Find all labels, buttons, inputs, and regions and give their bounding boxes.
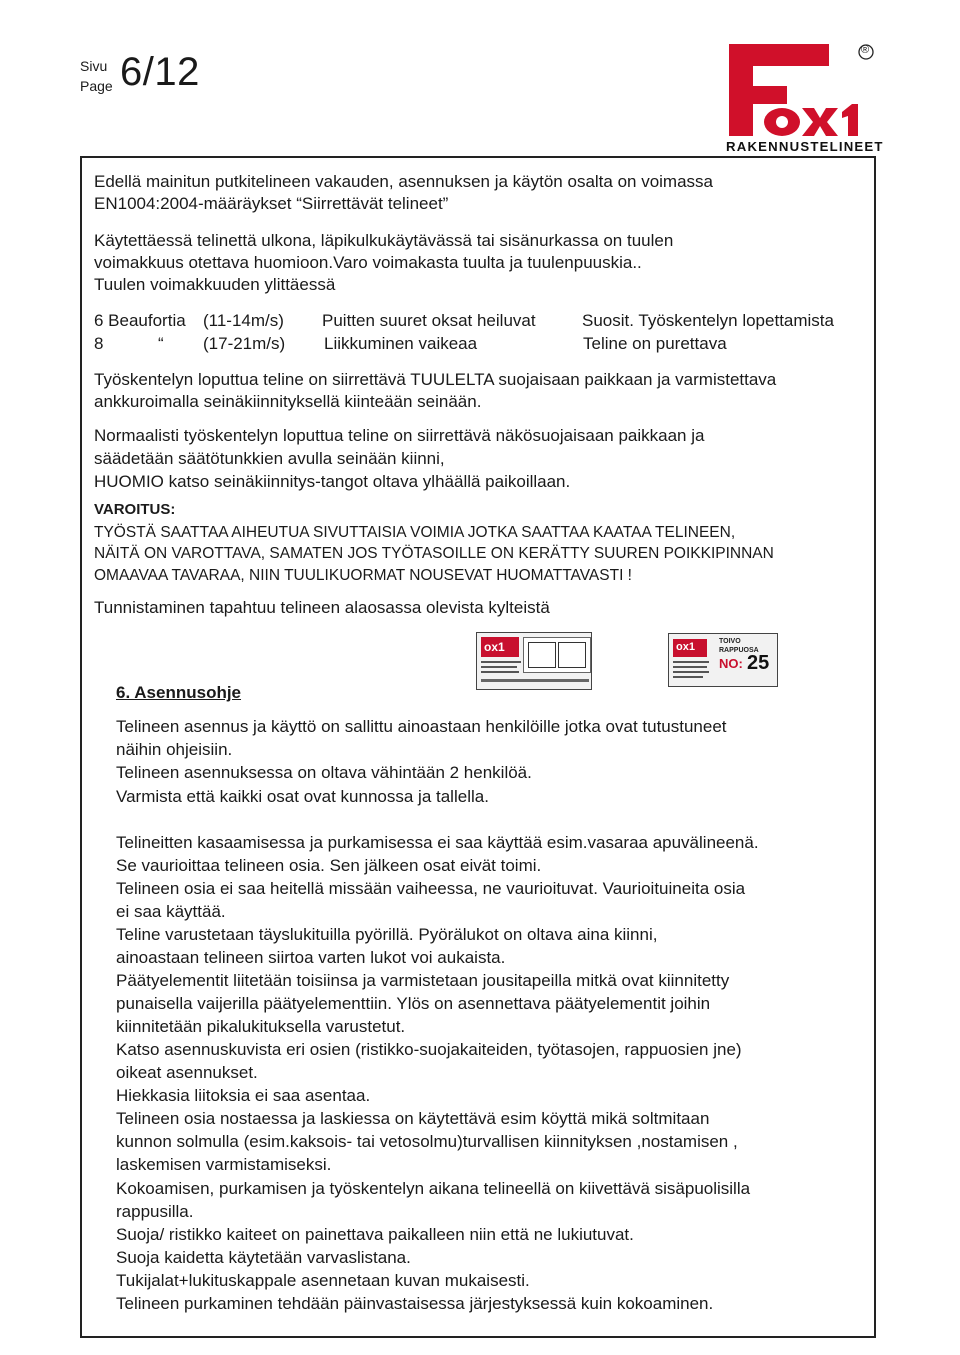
instruction-line: ei saa käyttää. [116, 902, 226, 921]
normal-line-2: säädetään säätötunkkien avulla seinään kiinni, [94, 449, 445, 468]
page-number-value: 6/12 [120, 50, 200, 94]
instruction-line: laskemisen varmistamiseksi. [116, 1155, 332, 1174]
instruction-line: Päätyelementit liitetään toisiinsa ja varmistetaan jousitapeilla mitkä ovat kiinnitetty [116, 971, 730, 990]
wind-advice: Teline on purettava [583, 334, 727, 353]
intro-line-2: EN1004:2004-määräykset “Siirrettävät telineet” [94, 194, 449, 213]
intro-line-1: Edellä mainitun putkitelineen vakauden, asennuksen ja käytön osalta on voimassa [94, 172, 714, 191]
sticker-logo: ox1 [673, 639, 707, 657]
page-label: Page [80, 78, 113, 94]
instruction-line: näihin ohjeisiin. [116, 740, 233, 759]
instruction-line: Hiekkasia liitoksia ei saa asentaa. [116, 1086, 371, 1105]
move-line-2: ankkuroimalla seinäkiinnityksellä kiinteään seinään. [94, 392, 482, 411]
page-labels [80, 56, 113, 96]
instruction-line: Suoja kaidetta käytetään varvaslistana. [116, 1248, 411, 1267]
registered-mark: ® [861, 44, 870, 56]
instruction-line: punaisella vaijerilla päätyelementtiin. Ylös on asennettava päätyelementit joihin [116, 994, 711, 1013]
intro-line-4: voimakkuus otettava huomioon.Varo voimakasta tuulta ja tuulenpuuskia.. [94, 253, 642, 272]
instruction-line: Telineitten kasaamisessa ja purkamisessa ei saa käyttää esim.vasaraa apuvälineenä. [116, 833, 759, 852]
wind-effect: Liikkuminen vaikeaa [324, 334, 478, 353]
instruction-line: ainoastaan telineen siirtoa varten lukot voi aukaista. [116, 948, 506, 967]
instruction-line: Se vaurioittaa telineen osia. Sen jälkeen osat eivät toimi. [116, 856, 542, 875]
sticker-top-text: TOIVO [719, 638, 741, 645]
normal-line-3: HUOMIO katso seinäkiinnitys-tangot oltava ylhäällä paikoillaan. [94, 472, 571, 491]
instruction-line: Telineen asennuksessa on oltava vähintään 2 henkilöä. [116, 763, 532, 782]
sticker-image-2 [668, 633, 778, 687]
sticker-logo: ox1 [481, 637, 519, 657]
identification-text: Tunnistaminen tapahtuu telineen alaosassa olevista kylteistä [94, 598, 550, 617]
sticker-sub-text: RAPPUOSA [719, 647, 759, 654]
instruction-line: Telineen osia nostaessa ja laskiessa on käytettävä esim köyttä mikä soltmitaan [116, 1109, 710, 1128]
wind-speed: (17-21m/s) [203, 334, 286, 353]
instruction-line: Katso asennuskuvista eri osien (ristikko-suojakaiteiden, työtasojen, rappuosien jne) [116, 1040, 742, 1059]
instruction-line: rappusilla. [116, 1202, 194, 1221]
instruction-line: Teline varustetaan täyslukituilla pyörillä. Pyörälukot on oltava aina kiinni, [116, 925, 658, 944]
intro-line-5: Tuulen voimakkuuden ylittäessä [94, 275, 336, 294]
sticker-no-label: NO: [719, 656, 743, 671]
instruction-line: Telineen purkaminen tehdään päinvastaisessa järjestyksessä kuin kokoaminen. [116, 1294, 714, 1313]
section-heading: 6. Asennusohje [116, 683, 242, 702]
instruction-line: Telineen asennus ja käyttö on sallittu ainoastaan henkilöille jotka ovat tutustuneet [116, 717, 727, 736]
instruction-line: Suoja/ ristikko kaiteet on painettava paikalleen niin että ne lukiutuvat. [116, 1225, 634, 1244]
wind-ditto: “ [158, 334, 164, 353]
instruction-line: Varmista että kaikki osat ovat kunnossa ja tallella. [116, 787, 489, 806]
wind-advice: Suosit. Työskentelyn lopettamista [582, 311, 834, 330]
normal-line-1: Normaalisti työskentelyn loputtua teline on siirrettävä näkösuojaisaan paikkaan ja [94, 426, 705, 445]
brand-caption: RAKENNUSTELINEET [726, 139, 884, 154]
sticker-no-value: 25 [747, 652, 770, 674]
sticker-image-1 [476, 632, 592, 690]
intro-line-3: Käytettäessä telinettä ulkona, läpikulkukäytävässä tai sisänurkassa on tuulen [94, 231, 674, 250]
fox1-logo [726, 42, 884, 154]
warning-line-1: TYÖSTÄ SAATTAA AIHEUTUA SIVUTTAISIA VOIMIA JOTKA SAATTAA KAATAA TELINEEN, [94, 524, 736, 541]
warning-line-3: OMAAVAA TAVARAA, NIIN TUULIKUORMAT NOUSEVAT HUOMATTAVASTI ! [94, 567, 632, 584]
instruction-line: Tukijalat+lukituskappale asennetaan kuvan mukaisesti. [116, 1271, 530, 1290]
wind-level: 6 Beaufortia [94, 311, 186, 330]
warning-title: VAROITUS: [94, 501, 176, 518]
move-line-1: Työskentelyn loputtua teline on siirrettävä TUULELTA suojaisaan paikkaan ja varmistettava [94, 370, 777, 389]
sivu-label: Sivu [80, 58, 108, 74]
wind-level: 8 [94, 334, 104, 353]
warning-line-2: NÄITÄ ON VAROTTAVA, SAMATEN JOS TYÖTASOILLE ON KERÄTTY SUUREN POIKKIPINNAN [94, 545, 774, 562]
fox1-logo-mark [726, 42, 876, 138]
instruction-line: Telineen osia ei saa heitellä missään vaiheessa, ne vaurioituvat. Vaurioituineita osia [116, 879, 746, 898]
instruction-line: kunnon solmulla (esim.kaksois- tai vetosolmu)turvallisen kiinnityksen ,nostamisen , [116, 1132, 738, 1151]
instruction-line: kiinnitetään pikalukituksella varustetut. [116, 1017, 406, 1036]
wind-speed: (11-14m/s) [203, 311, 284, 330]
sticker-diagram [523, 637, 591, 673]
wind-effect: Puitten suuret oksat heiluvat [322, 311, 536, 330]
instruction-line: oikeat asennukset. [116, 1063, 258, 1082]
instruction-line: Kokoamisen, purkamisen ja työskentelyn aikana telineellä on kiivettävä sisäpuolisilla [116, 1179, 751, 1198]
